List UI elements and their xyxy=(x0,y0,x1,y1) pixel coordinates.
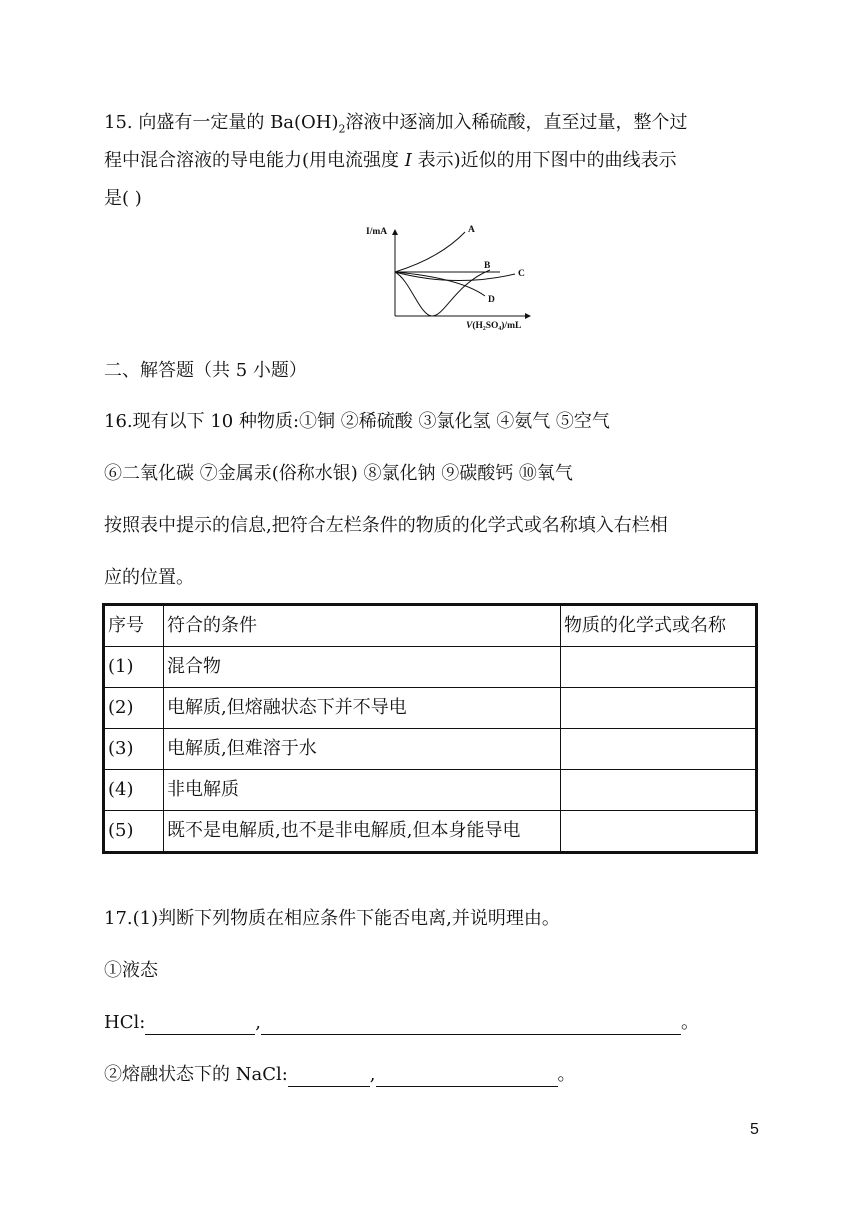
q15-text1: 溶液中逐滴加入稀硫酸，直至过量，整个过 xyxy=(345,112,688,133)
row-no: (1) xyxy=(104,647,164,688)
question-15 xyxy=(104,104,764,218)
curve-u xyxy=(395,270,490,316)
q17-item1-label: ①液态 xyxy=(104,960,158,981)
row-condition: 非电解质 xyxy=(164,770,561,811)
q16-line4: 应的位置。 xyxy=(104,567,194,588)
nacl-blank-1[interactable] xyxy=(288,1068,370,1087)
row-answer-cell[interactable] xyxy=(561,770,757,811)
row-answer-cell[interactable] xyxy=(561,729,757,770)
q17-line1: 17.(1)判断下列物质在相应条件下能否电离,并说明理由。 xyxy=(104,908,560,929)
nacl-prefix: ②熔融状态下的 NaCl: xyxy=(104,1064,288,1085)
header-condition: 符合的条件 xyxy=(164,605,561,647)
nacl-blank-2[interactable] xyxy=(376,1068,558,1087)
table-row xyxy=(104,729,757,770)
row-answer-cell[interactable] xyxy=(561,688,757,729)
header-answer: 物质的化学式或名称 xyxy=(561,605,757,647)
row-no: (3) xyxy=(104,729,164,770)
header-no: 序号 xyxy=(104,605,164,647)
q15-line2: 程中混合溶液的导电能力(用电流强度 xyxy=(104,150,405,171)
y-axis-label: I/mA xyxy=(366,227,388,237)
table-row xyxy=(104,647,757,688)
q17-hcl-line xyxy=(104,1011,699,1035)
table-row xyxy=(104,811,757,853)
hcl-blank-2[interactable] xyxy=(261,1016,681,1035)
x-label-rest: (H₂SO₄)/mL xyxy=(472,321,522,331)
q16-line1: 16.现有以下 10 种物质:①铜 ②稀硫酸 ③氯化氢 ④氨气 ⑤空气 xyxy=(104,411,610,432)
row-answer-cell[interactable] xyxy=(561,647,757,688)
x-axis-label xyxy=(466,320,521,331)
hcl-period: 。 xyxy=(681,1012,700,1033)
curve-label-a: A xyxy=(468,225,475,235)
row-no: (5) xyxy=(104,811,164,853)
page-number: 5 xyxy=(750,1121,759,1138)
nacl-period: 。 xyxy=(557,1064,576,1085)
table-row xyxy=(104,770,757,811)
q16-line3: 按照表中提示的信息,把符合左栏条件的物质的化学式或名称填入右栏相 xyxy=(104,515,668,536)
table-row xyxy=(104,688,757,729)
q15-subscript: 2 xyxy=(338,122,346,136)
curve-a xyxy=(395,232,465,272)
q16-line2: ⑥二氧化碳 ⑦金属汞(俗称水银) ⑧氯化钠 ⑨碳酸钙 ⑩氧气 xyxy=(104,463,573,484)
curve-label-d: D xyxy=(488,295,495,305)
row-no: (4) xyxy=(104,770,164,811)
hcl-blank-1[interactable] xyxy=(145,1016,255,1035)
row-condition: 既不是电解质,也不是非电解质,但本身能导电 xyxy=(164,811,561,853)
q15-italic-i: I xyxy=(404,150,412,171)
q15-prefix: 15. 向盛有一定量的 Ba(OH) xyxy=(104,112,339,133)
curve-label-b: B xyxy=(484,261,491,271)
conductivity-figure xyxy=(360,224,540,332)
curve-label-c: C xyxy=(518,269,525,279)
row-condition: 混合物 xyxy=(164,647,561,688)
section-2-heading: 二、解答题（共 5 小题） xyxy=(104,360,307,381)
hcl-comma: , xyxy=(255,1012,262,1033)
table-header-row xyxy=(104,605,757,647)
conditions-table xyxy=(102,603,758,854)
curve-c xyxy=(395,272,515,281)
x-label-v: V xyxy=(466,321,473,331)
row-no: (2) xyxy=(104,688,164,729)
row-condition: 电解质,但难溶于水 xyxy=(164,729,561,770)
row-condition: 电解质,但熔融状态下并不导电 xyxy=(164,688,561,729)
q17-nacl-line xyxy=(104,1063,576,1087)
row-answer-cell[interactable] xyxy=(561,811,757,853)
hcl-prefix: HCl: xyxy=(104,1012,146,1033)
q15-line3: 是( ) xyxy=(104,188,142,209)
q15-line2b: 表示)近似的用下图中的曲线表示 xyxy=(411,150,677,171)
nacl-comma: , xyxy=(369,1064,376,1085)
